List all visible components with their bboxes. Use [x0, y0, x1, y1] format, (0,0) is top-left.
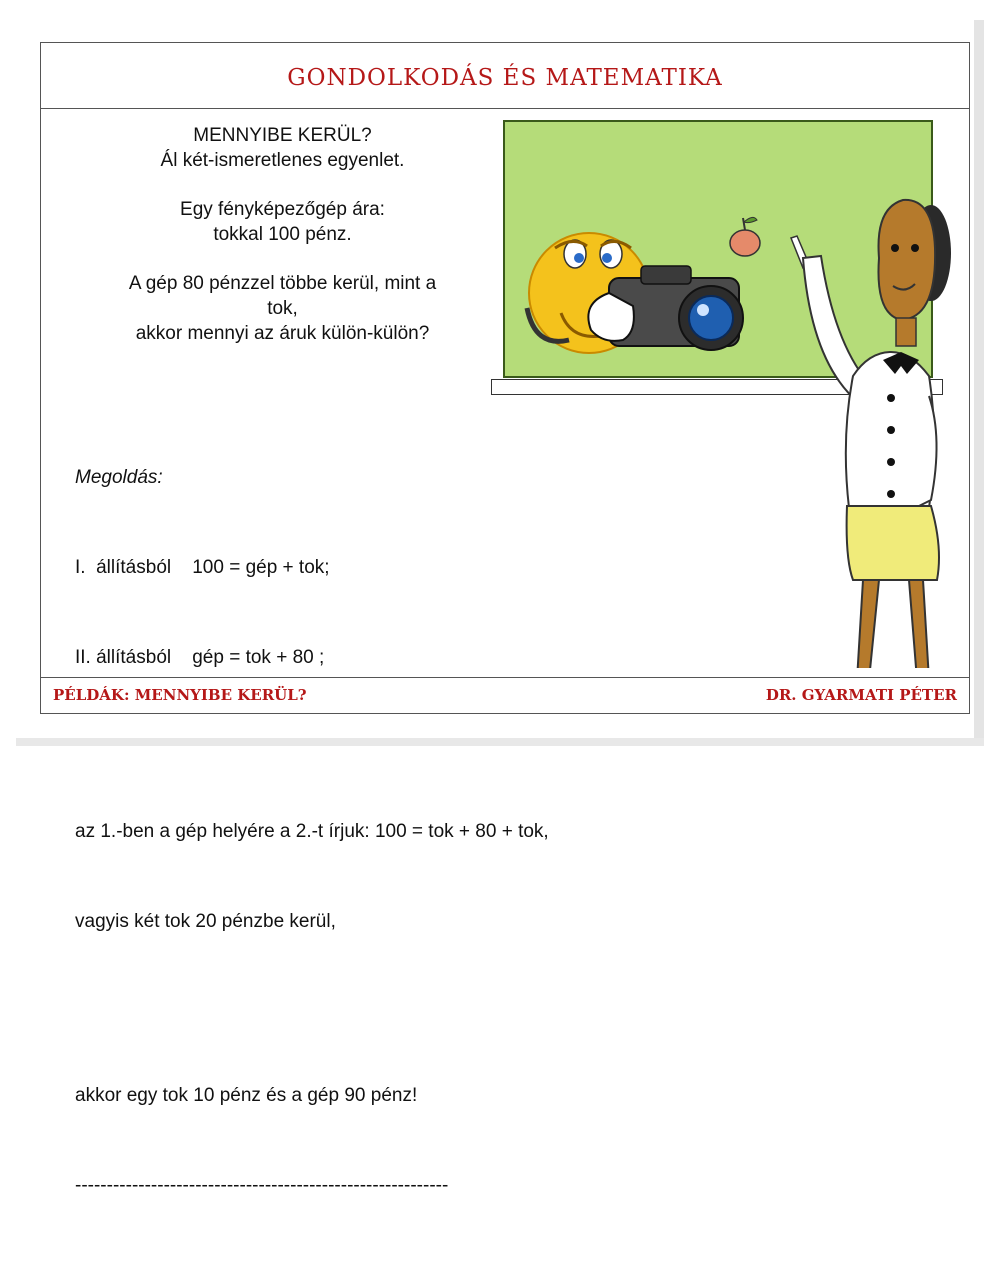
problem-line: tok,	[267, 298, 298, 319]
slide-header	[41, 43, 969, 109]
apple-icon	[730, 217, 760, 256]
slide	[40, 42, 970, 1196]
solution-title: Megoldás:	[75, 467, 163, 488]
solution-text	[75, 403, 549, 1261]
footer-topic: PÉLDÁK: MENNYIBE KERÜL?	[53, 686, 307, 704]
problem-line: Egy fényképezőgép ára:	[180, 199, 385, 220]
problem-line: A gép 80 pénzzel többe kerül, mint a	[128, 273, 437, 294]
solution-line: vagyis két tok 20 pénzbe kerül,	[75, 911, 336, 932]
solution-spacer	[75, 997, 549, 1021]
problem-text	[55, 123, 510, 346]
problem-line: Ál két-ismeretlenes egyenlet.	[160, 150, 405, 171]
smiley-camera-icon	[527, 233, 743, 353]
solution-spacer	[75, 733, 549, 757]
footer-author: DR. GYARMATI PÉTER	[765, 686, 957, 704]
page-shadow	[974, 20, 984, 738]
solution-line: I. állításból 100 = gép + tok;	[75, 557, 330, 578]
solution-line: az 1.-ben a gép helyére a 2.-t írjuk: 100 = tok + 80 + tok,	[75, 821, 549, 842]
solution-line: II. állításból gép = tok + 80 ;	[75, 647, 325, 668]
solution-divider: -----------------------------------------------------------	[75, 1175, 449, 1196]
problem-line: tokkal 100 pénz.	[213, 224, 352, 245]
problem-spacer	[55, 247, 510, 271]
solution-line: akkor egy tok 10 pénz és a gép 90 pénz!	[75, 1085, 418, 1106]
problem-line: akkor mennyi az áruk külön-külön?	[135, 323, 430, 344]
slide-footer	[41, 677, 969, 713]
illustration	[491, 108, 961, 668]
slide-title: GONDOLKODÁS ÉS MATEMATIKA	[287, 65, 723, 91]
problem-spacer	[55, 173, 510, 197]
teacher-figure	[791, 200, 951, 668]
problem-line: MENNYIBE KERÜL?	[193, 125, 372, 146]
